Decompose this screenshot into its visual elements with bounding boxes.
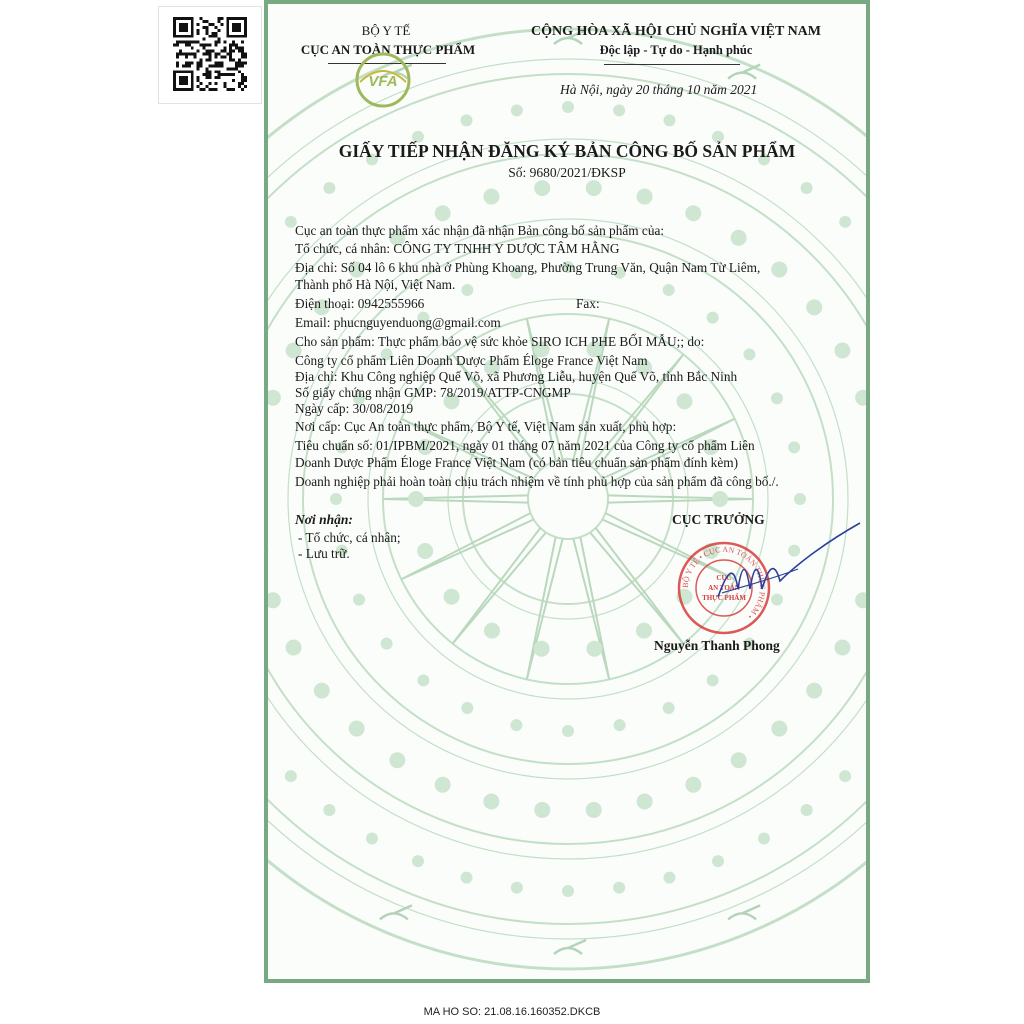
handwritten-signature: [688, 519, 864, 611]
signer-role: CỤC TRƯỞNG: [672, 512, 765, 527]
issue-date: Hà Nội, ngày 20 tháng 10 năm 2021: [560, 82, 758, 97]
svg-text:THỰC PHẨM: THỰC PHẨM: [702, 594, 746, 602]
body-line: Địa chỉ: Số 04 lô 6 khu nhà ở Phùng Khoang, Phường Trung Văn, Quận Nam Từ Liêm,: [295, 260, 761, 275]
body-line: Doanh Dược Phẩm Éloge France Việt Nam (có bản tiêu chuẩn sản phẩm đính kèm): [295, 455, 739, 470]
recipient-item: - Tổ chức, cá nhân;: [298, 530, 401, 545]
recipients-heading: Nơi nhận:: [295, 512, 353, 527]
body-line: Thành phố Hà Nội, Việt Nam.: [295, 277, 456, 292]
body-line: Tiêu chuẩn số: 01/IPBM/2021, ngày 01 tháng 07 năm 2021 của Công ty cổ phẩm Liên: [295, 438, 755, 453]
body-line: Số giấy chứng nhận GMP: 78/2019/ATTP-CNGMP: [295, 385, 571, 400]
body-line: Tổ chức, cá nhân: CÔNG TY TNHH Y DƯỢC TÂM HẰNG: [295, 241, 620, 256]
body-line: Cục an toàn thực phẩm xác nhận đã nhận Bản công bố sản phẩm của:: [295, 223, 665, 238]
qr-code-icon: [173, 17, 247, 91]
vfa-logo-icon: [352, 52, 414, 108]
body-line: Cho sản phẩm: Thực phẩm bảo vệ sức khỏe SIRO ICH PHE BỔI MẪU;; do:: [295, 334, 705, 349]
recipient-item: - Lưu trữ.: [298, 546, 350, 561]
body-line: Điện thoại: 0942555966: [295, 296, 425, 311]
document-number: Số: 9680/2021/ĐKSP: [508, 165, 626, 180]
body-line: Ngày cấp: 30/08/2019: [295, 401, 414, 416]
nation-name: CỘNG HÒA XÃ HỘI CHỦ NGHĨA VIỆT NAM: [530, 24, 821, 39]
certificate-page: [268, 4, 866, 979]
body-line: Công ty cổ phẩm Liên Doanh Dược Phẩm Éloge France Việt Nam: [295, 353, 648, 368]
svg-text:CỤC: CỤC: [716, 574, 732, 582]
dossier-code: MA HO SO: 21.08.16.160352.DKCB: [423, 1006, 601, 1018]
body-line: Nơi cấp: Cục An toàn thực phẩm, Bộ Y tế, Việt Nam sản xuất, phù hợp:: [295, 419, 677, 434]
document-title: GIẤY TIẾP NHẬN ĐĂNG KÝ BẢN CÔNG BỐ SẢN PHẨM: [338, 141, 796, 161]
svg-text:VFA: VFA: [368, 73, 398, 90]
body-line: Doanh nghiệp phải hoàn toàn chịu trách nhiệm về tính phù hợp của sản phẩm đã công bố./.: [295, 474, 779, 489]
svg-text:BỘ Y TẾ • CỤC AN TOÀN THỰC PHẨ: BỘ Y TẾ • CỤC AN TOÀN THỰC PHẨM •: [680, 544, 768, 621]
agency-name: CỤC AN TOÀN THỰC PHẨM: [300, 42, 476, 57]
svg-text:AN TOÀN: AN TOÀN: [708, 584, 740, 592]
qr-code-box: [158, 6, 262, 104]
signer-name: Nguyễn Thanh Phong: [654, 638, 780, 653]
ministry-name: BỘ Y TẾ: [361, 23, 411, 38]
fax-label: Fax:: [576, 296, 600, 311]
motto-underline: [604, 64, 740, 65]
national-motto: Độc lập - Tự do - Hạnh phúc: [599, 43, 753, 57]
body-line: Email: phucnguyenduong@gmail.com: [295, 315, 501, 330]
body-line: Địa chỉ: Khu Công nghiệp Quế Võ, xã Phương Liễu, huyện Quế Võ, tỉnh Bắc Ninh: [295, 369, 738, 384]
